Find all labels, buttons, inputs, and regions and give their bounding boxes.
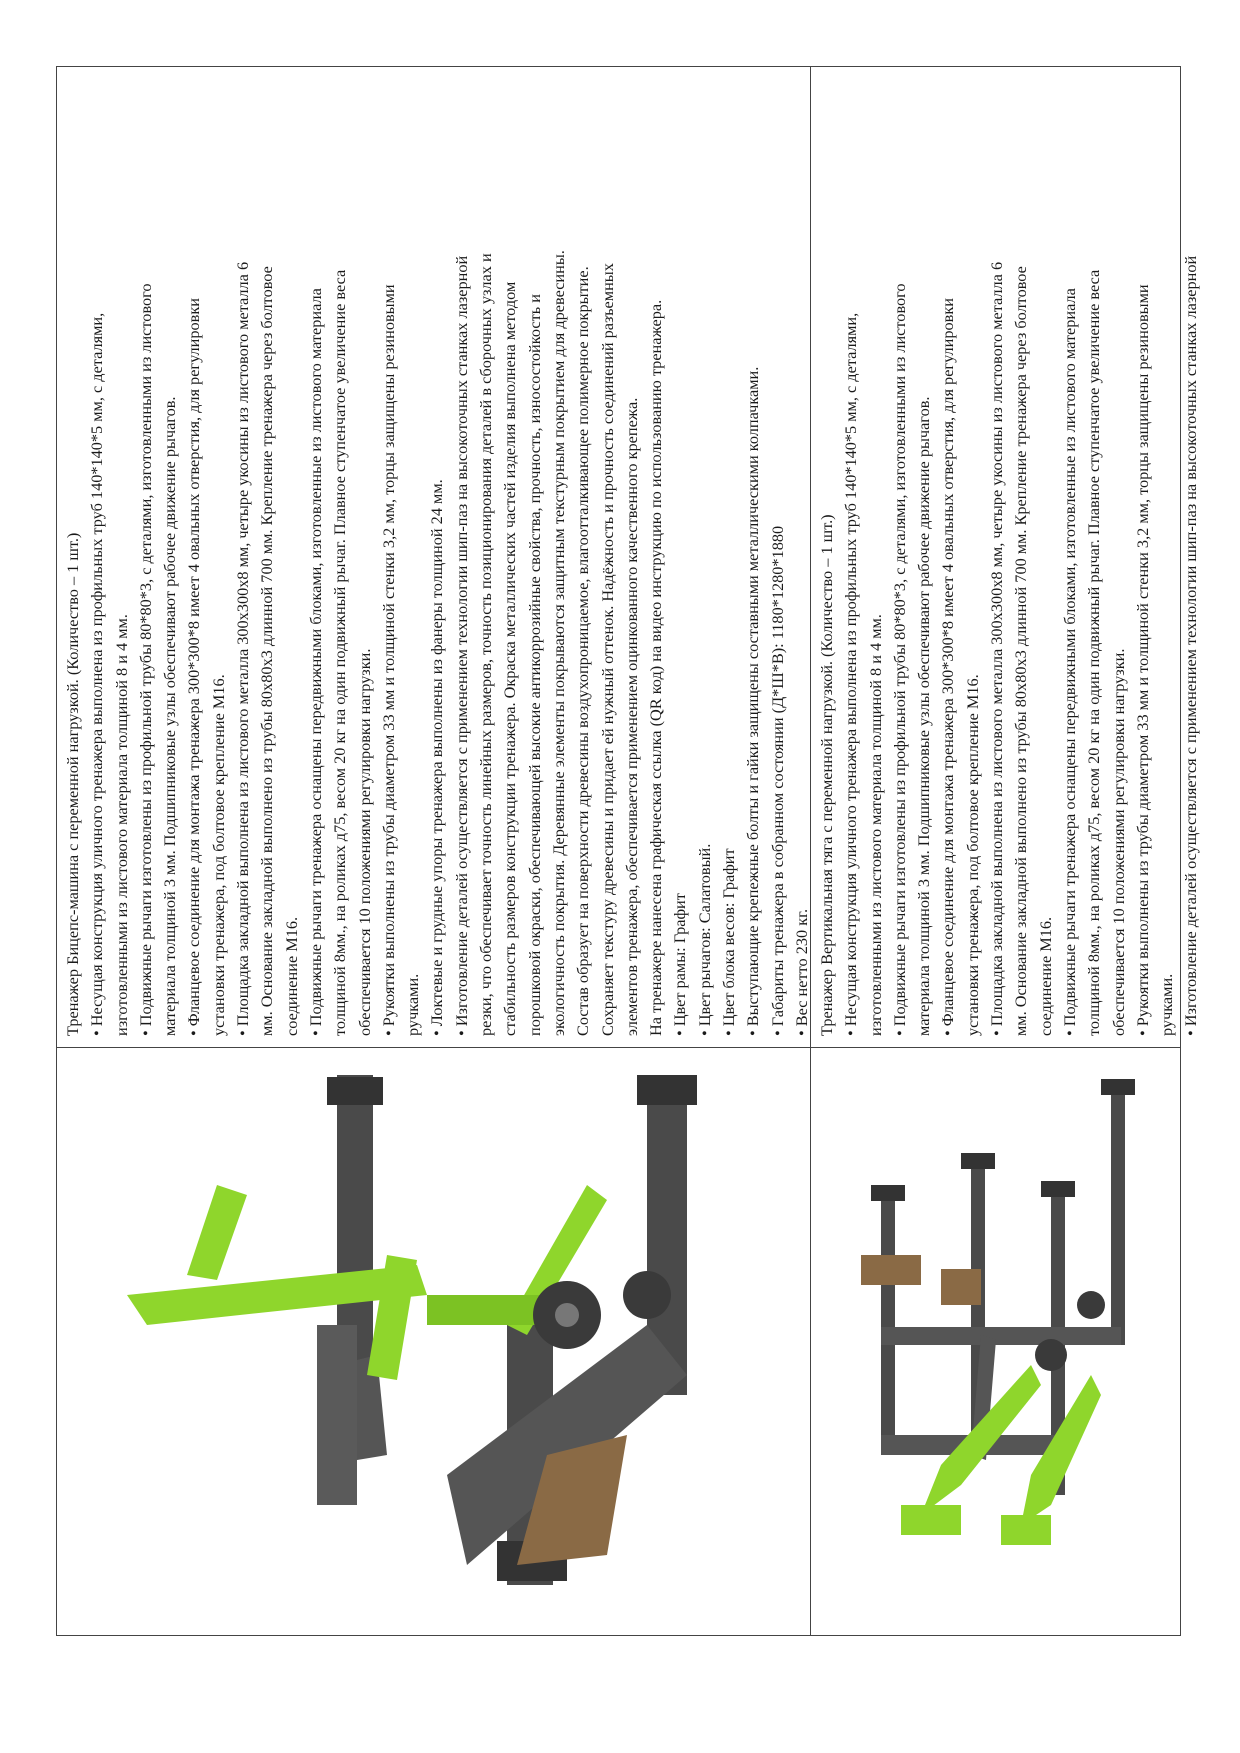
description-line: элементов тренажера, обеспечивается применением оцинкованного качественного крепежа. bbox=[621, 397, 641, 1036]
description-line: • Фланцевое соединение для монтажа тренажера 300*300*8 имеет 4 овальных отверстия, для регулировки bbox=[184, 298, 204, 1036]
description-line: установки тренажера, под болтовое крепление М16. bbox=[208, 674, 228, 1036]
description-line: Тренажер Бицепс-машина с переменной нагрузкой. (Количество – 1 шт.) bbox=[63, 532, 82, 1036]
vertical-pull-machine-image bbox=[821, 1065, 1171, 1605]
rotated-document bbox=[56, 66, 1201, 1636]
description-line: изготовленными из листового материала толщиной 8 и 4 мм. bbox=[111, 614, 131, 1036]
description-line: • Изготовление деталей осуществляется с применением технологии шип-паз на высокоточных станках лазерной bbox=[1181, 255, 1201, 1036]
description-line: • Рукоятки выполнены из трубы диаметром 33 мм и толщиной стенки 3,2 мм, торцы защищены резиновыми bbox=[378, 284, 398, 1036]
biceps-machine-image bbox=[87, 1055, 787, 1625]
product-table bbox=[56, 66, 1201, 1636]
description-line: • Несущая конструкция уличного тренажера выполнена из профильных труб 140*140*5 мм, с деталями, bbox=[841, 312, 861, 1036]
description-line: материала толщиной 3 мм. Подшипниковые узлы обеспечивают рабочее движение рычагов. bbox=[160, 396, 180, 1036]
description-line: • Подвижные рычаги тренажера оснащены передвижными блоками, изготовленные из листового материала bbox=[1059, 288, 1079, 1036]
description-line: мм. Основание закладной выполнено из трубы 80х80х3 длинной 700 мм. Крепление тренажера через болтовое bbox=[257, 266, 277, 1036]
description-line: соединение М16. bbox=[281, 916, 301, 1036]
description-line: толщиной 8мм., на роликах д75, весом 20 кг на один подвижный рычаг. Плавное ступенчатое увеличение веса bbox=[1084, 269, 1104, 1036]
description-line: • Площадка закладной выполнена из листового металла 300х300х8 мм, четыре укосины из листового металла 6 bbox=[233, 261, 253, 1036]
description-line: резки, что обеспечивает точность линейных размеров, точность позиционирования деталей в сборочных узлах и bbox=[476, 253, 496, 1036]
description-line: соединение М16. bbox=[1035, 916, 1055, 1036]
description-line: • Вес нетто 230 кг. bbox=[791, 908, 811, 1036]
description-line: ручками. bbox=[403, 973, 423, 1036]
description-line: материала толщиной 3 мм. Подшипниковые узлы обеспечивают рабочее движение рычагов. bbox=[914, 396, 934, 1036]
description-line: • Фланцевое соединение для монтажа тренажера 300*300*8 имеет 4 овальных отверстия, для регулировки bbox=[938, 298, 958, 1036]
description-line: Состав образует на поверхности древесины воздухопроницаемое, влагоотталкивающее полимерное покрытие. bbox=[573, 266, 593, 1036]
description-line: Сохраняет текстуру древесины и придает ей нужный оттенок. Надёжность и прочность соединений разъемных bbox=[597, 263, 617, 1036]
description-line: изготовленными из листового материала толщиной 8 и 4 мм. bbox=[865, 614, 885, 1036]
description-line: • Цвет рычагов: Салатовый. bbox=[694, 843, 714, 1036]
product-image-cell bbox=[57, 1047, 810, 1635]
description-line: • Габариты тренажера в собранном состоянии (Д*Ш*В): 1180*1280*1880 bbox=[767, 525, 787, 1036]
description-line: • Локтевые и грудные упоры тренажера выполнены из фанеры толщиной 24 мм. bbox=[427, 479, 447, 1036]
description-line: • Подвижные рычаги изготовлены из профильной трубы 80*80*3, с деталями, изготовленными из листового bbox=[889, 283, 909, 1036]
description-line: Тренажер Вертикальная тяга с переменной нагрузкой. (Количество – 1 шт.) bbox=[817, 514, 836, 1036]
description-line: • Площадка закладной выполнена из листового металла 300х300х8 мм, четыре укосины из листового металла 6 bbox=[987, 261, 1007, 1036]
description-line: • Подвижные рычаги тренажера оснащены передвижными блоками, изготовленные из листового материала bbox=[305, 288, 325, 1036]
table-row bbox=[57, 67, 811, 1635]
product-image-cell bbox=[811, 1047, 1180, 1635]
description-line: экологичность покрытия. Деревянные элементы покрываются защитным текстурным покрытием для древесины. bbox=[548, 250, 568, 1036]
description-line: • Несущая конструкция уличного тренажера выполнена из профильных труб 140*140*5 мм, с деталями, bbox=[87, 312, 107, 1036]
description-line: порошковой окраски, обеспечивающей высокие антикоррозийные свойства, прочность, износостойкость и bbox=[524, 294, 544, 1036]
description-line: На тренажере нанесена графическая ссылка (QR код) на видео инструкцию по использованию тренажера. bbox=[646, 299, 666, 1036]
description-line: • Цвет рамы: Графит bbox=[670, 893, 690, 1036]
description-line: стабильность размеров конструкции тренажера. Окраска металлических частей изделия выполнена методом bbox=[500, 281, 520, 1036]
description-line: • Подвижные рычаги изготовлены из профильной трубы 80*80*3, с деталями, изготовленными из листового bbox=[135, 283, 155, 1036]
product-description bbox=[811, 67, 1201, 1044]
description-line: мм. Основание закладной выполнено из трубы 80х80х3 длинной 700 мм. Крепление тренажера через болтовое bbox=[1011, 266, 1031, 1036]
description-line: • Рукоятки выполнены из трубы диаметром 33 мм и толщиной стенки 3,2 мм, торцы защищены резиновыми bbox=[1132, 284, 1152, 1036]
description-line: • Цвет блока весов: Графит bbox=[719, 848, 739, 1036]
description-line: • Изготовление деталей осуществляется с применением технологии шип-паз на высокоточных станках лазерной bbox=[451, 255, 471, 1036]
product-description bbox=[57, 67, 810, 1044]
description-line: ручками. bbox=[1157, 973, 1177, 1036]
description-line: толщиной 8мм., на роликах д75, весом 20 кг на один подвижный рычаг. Плавное ступенчатое увеличение веса bbox=[330, 269, 350, 1036]
table-row bbox=[811, 67, 1201, 1635]
description-line: обеспечивается 10 положениями регулировки нагрузки. bbox=[354, 648, 374, 1036]
description-line: обеспечивается 10 положениями регулировки нагрузки. bbox=[1108, 648, 1128, 1036]
description-line: установки тренажера, под болтовое крепление М16. bbox=[962, 674, 982, 1036]
description-line: • Выступающие крепежные болты и гайки защищены составными металлическими колпачками. bbox=[743, 366, 763, 1036]
